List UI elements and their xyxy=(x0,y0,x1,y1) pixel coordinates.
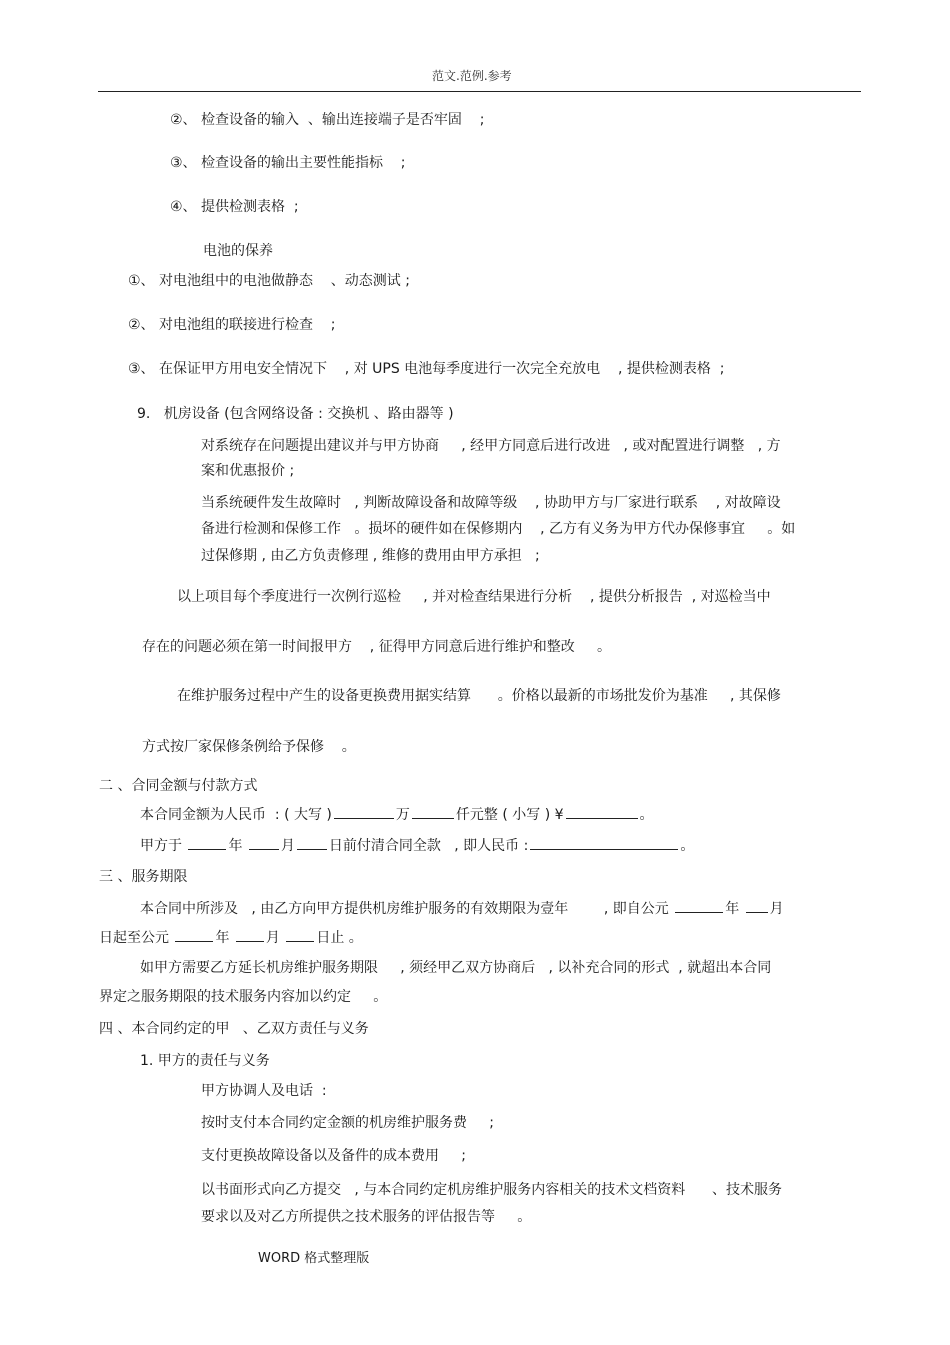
para-fault-1: 当系统硬件发生故障时 , 判断故障设备和故障等级 , 协助甲方与厂家进行联系 , 对故障设 xyxy=(201,495,781,511)
line-battery-connect: ②、 对电池组的联接进行检查 ; xyxy=(128,317,336,333)
line-check-output: ③、 检查设备的输出主要性能指标 ; xyxy=(170,155,406,171)
para-fault-2: 备进行检测和保修工作 。损坏的硬件如在保修期内 , 乙方有义务为甲方代办保修事宜 。如 xyxy=(201,521,796,537)
amount-wan: 万 xyxy=(395,807,410,823)
heading-service-period: 三 、服务期限 xyxy=(99,869,188,885)
para-inspection-1: 以上项目每个季度进行一次例行巡检 , 并对检查结果进行分析 , 提供分析报告 , 对巡检当中 xyxy=(177,589,771,605)
blank-start-month xyxy=(746,898,768,913)
para-extend-1: 如甲方需要乙方延长机房维护服务期限 , 须经甲乙双方协商后 , 以补充合同的形式 , 就超出本合同 xyxy=(140,960,772,976)
line-contract-amount xyxy=(140,804,654,825)
header-rule xyxy=(98,91,861,92)
blank-pay-year xyxy=(188,835,226,850)
pay-end: 。 xyxy=(680,838,695,854)
blank-wan xyxy=(334,804,394,819)
amount-end: 。 xyxy=(639,807,654,823)
para-cost-2: 方式按厂家保修条例给予保修 。 xyxy=(142,739,356,755)
line-pay-parts: 支付更换故障设备以及备件的成本费用 ; xyxy=(201,1148,466,1164)
end-label: 日起至公元 xyxy=(99,930,169,946)
line-pay-fee: 按时支付本合同约定金额的机房维护服务费 ; xyxy=(201,1115,494,1131)
heading-contract-amount: 二 、合同金额与付款方式 xyxy=(99,778,258,794)
blank-pay-day xyxy=(297,835,327,850)
blank-end-month xyxy=(236,927,264,942)
amount-label: 本合同金额为人民币 : ( 大写 ) xyxy=(140,807,332,823)
pay-month: 月 xyxy=(280,838,295,854)
para-suggest-2: 案和优惠报价 ; xyxy=(201,463,295,479)
blank-xiaoxie xyxy=(566,804,638,819)
pay-label: 甲方于 xyxy=(140,838,182,854)
pay-day: 日前付清合同全款 , 即人民币 : xyxy=(328,838,529,854)
period-text: 本合同中所涉及 , 由乙方向甲方提供机房维护服务的有效期限为壹年 , 即自公元 xyxy=(140,901,669,917)
line-documents-1: 以书面形式向乙方提交 , 与本合同约定机房维护服务内容相关的技术文档资料 、技术服务 xyxy=(201,1182,782,1198)
amount-qian: 仟元整 ( 小写 ) ¥ xyxy=(455,807,564,823)
page-header-title: 范文.范例.参考 xyxy=(432,69,512,83)
line-contact: 甲方协调人及电话 : xyxy=(201,1083,327,1099)
end-day: 日止 。 xyxy=(316,930,363,946)
end-month: 月 xyxy=(265,930,280,946)
line-payment-date xyxy=(140,835,694,856)
blank-pay-month xyxy=(249,835,279,850)
start-year: 年 xyxy=(725,901,740,917)
section-room-equipment: 9. 机房设备 (包含网络设备 : 交换机 、路由器等 ) xyxy=(137,406,454,422)
para-inspection-2: 存在的问题必须在第一时间报甲方 , 征得甲方同意后进行维护和整改 。 xyxy=(142,639,611,655)
heading-responsibilities: 四 、本合同约定的甲 、乙双方责任与义务 xyxy=(99,1021,369,1037)
para-cost-1: 在维护服务过程中产生的设备更换费用据实结算 。价格以最新的市场批发价为基准 , 其保修 xyxy=(177,688,781,704)
para-extend-2: 界定之服务期限的技术服务内容加以约定 。 xyxy=(99,989,388,1005)
para-fault-3: 过保修期 , 由乙方负责修理 , 维修的费用由甲方承担 ; xyxy=(201,548,540,564)
line-test-form: ④、 提供检测表格 ; xyxy=(170,199,299,215)
line-period-1 xyxy=(140,898,784,919)
blank-start-year xyxy=(675,898,723,913)
blank-end-day xyxy=(286,927,314,942)
pay-year: 年 xyxy=(228,838,243,854)
start-month: 月 xyxy=(769,901,784,917)
line-period-2 xyxy=(99,927,363,948)
end-year: 年 xyxy=(215,930,230,946)
subheading-party-a: 1. 甲方的责任与义务 xyxy=(140,1053,270,1069)
para-suggest-1: 对系统存在问题提出建议并与甲方协商 , 经甲方同意后进行改进 , 或对配置进行调整 , 方 xyxy=(201,438,781,454)
blank-pay-amount xyxy=(530,835,678,850)
section-battery: 电池的保养 xyxy=(203,243,273,259)
page-footer: WORD 格式整理版 xyxy=(258,1251,370,1266)
line-documents-2: 要求以及对乙方所提供之技术服务的评估报告等 。 xyxy=(201,1209,532,1225)
line-check-io: ②、 检查设备的输入 、输出连接端子是否牢固 ; xyxy=(170,112,485,128)
line-battery-test: ①、 对电池组中的电池做静态 、动态测试 ; xyxy=(128,273,410,289)
blank-end-year xyxy=(175,927,213,942)
blank-qian xyxy=(412,804,454,819)
line-ups-charge: ③、 在保证甲方用电安全情况下 , 对 UPS 电池每季度进行一次完全充放电 , 提供检测表格 ; xyxy=(128,361,725,377)
